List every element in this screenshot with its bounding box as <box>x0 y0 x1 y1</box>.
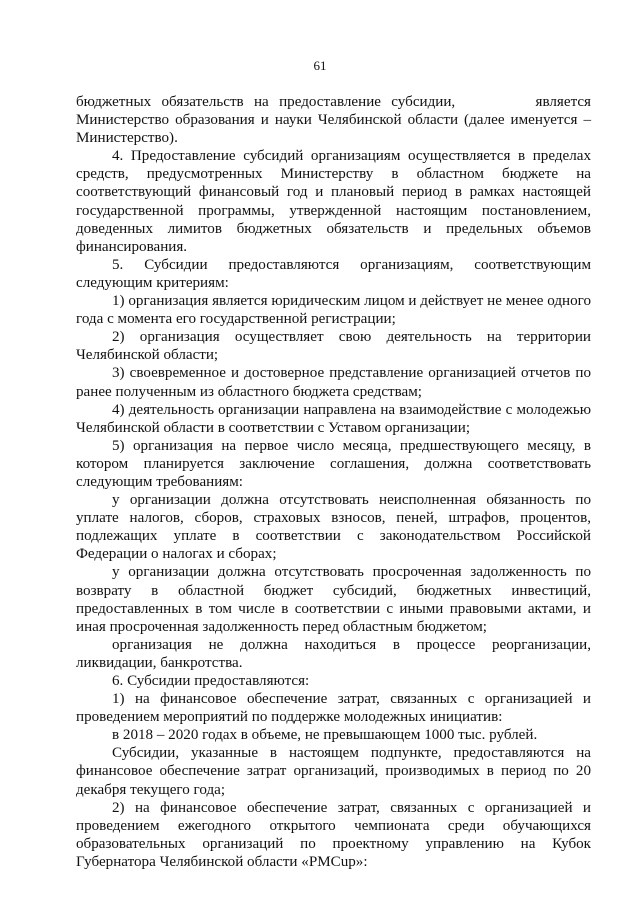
requirement-tax: у организации должна отсутствовать неисполненная обязанность по уплате налогов, сборов, страховых взносов, пеней, штрафов, процентов, подлежащих уплате в соответствии с законодательством Российской Федерации о налогах и сборах; <box>76 492 591 563</box>
criterion-1: 1) организация является юридическим лицом и действует не менее одного года с момента его государственной регистрации; <box>76 293 591 328</box>
paragraph-6: 6. Субсидии предоставляются: <box>112 673 310 689</box>
subsidy-1-period: Субсидии, указанные в настоящем подпункте, предоставляются на финансовое обеспечение затрат организаций, производимых в период по 20 декабря текущего года; <box>76 745 591 798</box>
criterion-5: 5) организация на первое число месяца, предшествующего месяцу, в котором планируется заключение соглашения, должна соответствовать следующим требованиям: <box>76 437 591 490</box>
paragraph-responsible-body <box>76 93 591 147</box>
requirement-debt: у организации должна отсутствовать просроченная задолженность по возврату в областной бюджет субсидий, бюджетных инвестиций, предоставленных в том числе в соответствии с иными правовыми актами, и иная просроченная задолженность перед областным бюджетом; <box>76 564 591 635</box>
criterion-2: 2) организация осуществляет свою деятельность на территории Челябинской области; <box>76 329 591 364</box>
subsidy-1-amount: в 2018 – 2020 годах в объеме, не превышающем 1000 тыс. рублей. <box>112 727 538 744</box>
paragraph-text-continued: является Министерство образования и науки Челябинской области (далее именуется – Министерство). <box>76 94 591 147</box>
requirement-reorganization: организация не должна находиться в процессе реорганизации, ликвидации, банкротства. <box>76 636 591 671</box>
paragraph-4: 4. Предоставление субсидий организациям осуществляется в пределах средств, предусмотренных Министерству в областном бюджете на соответствующий финансовый год и плановый период в рамках настоящей государственной программы, утвержденной настоящим постановлением, доведенных лимитов бюджетных обязательств и предельных объемов финансирования. <box>76 148 591 255</box>
criterion-4: 4) деятельность организации направлена на взаимодействие с молодежью Челябинской области в соответствии с Уставом организации; <box>76 401 591 436</box>
criterion-3: 3) своевременное и достоверное представление организацией отчетов по ранее полученным из областного бюджета средствам; <box>76 365 591 400</box>
paragraph-text: бюджетных обязательств на предоставление субсидии, <box>76 94 466 110</box>
page-number: 61 <box>313 58 327 73</box>
document-body <box>76 93 591 871</box>
subsidy-2: 2) на финансовое обеспечение затрат, связанных с организацией и проведением ежегодного открытого чемпионата среди обучающихся образовательных организаций по проектному управлению на Кубок Губернатора Челябинской области «PMCup»: <box>76 799 591 870</box>
paragraph-5: 5. Субсидии предоставляются организациям, соответствующим следующим критериям: <box>76 256 591 291</box>
subsidy-1: 1) на финансовое обеспечение затрат, связанных с организацией и проведением мероприятий по поддержке молодежных инициатив: <box>76 691 591 726</box>
